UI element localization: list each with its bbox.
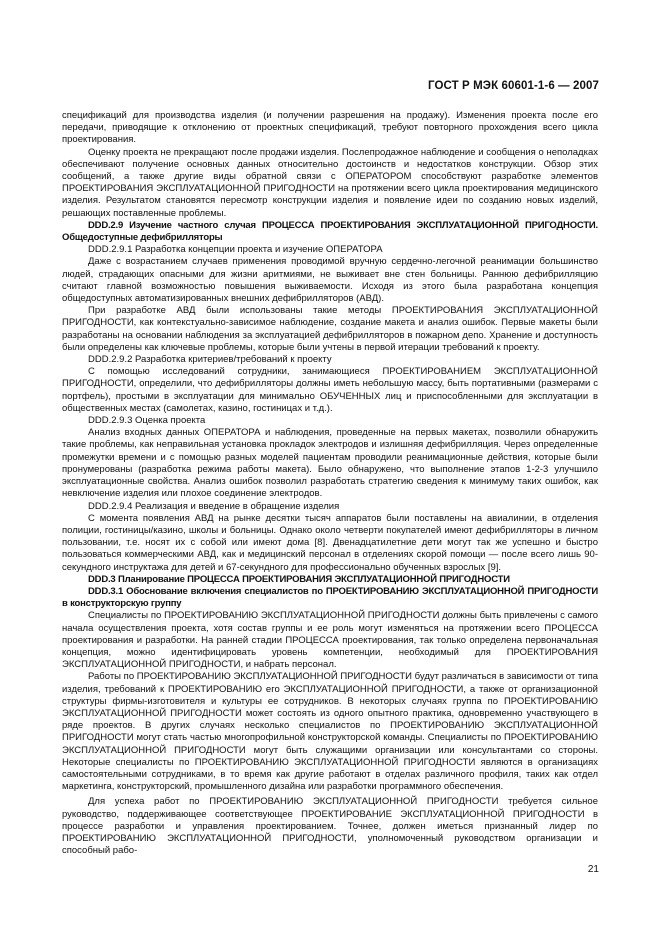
body-paragraph: Оценку проекта не прекращают после продажи изделия. Послепродажное наблюдение и сообщения о неполадках обеспечивают получение основных данных относительно достоинств и недостатков конструкции. Обзор этих сообщений, а также другие виды обратной связи с ОПЕРАТОРОМ способствуют разработке элементов ПРОЕКТИРОВАНИЯ ЭКСПЛУАТАЦИОННОЙ ПРИГОДНОСТИ на протяжении всего цикла проектирования медицинского изделия. Результатом становятся пересмотр конструкции изделия и появление идеи по созданию новых изделий, решающих поставленные проблемы. — [62, 146, 598, 219]
section-heading: DDD.3 Планирование ПРОЦЕССА ПРОЕКТИРОВАНИЯ ЭКСПЛУАТАЦИОННОЙ ПРИГОДНОСТИ — [88, 573, 510, 585]
body-paragraph: DDD.2.9.1 Разработка концепции проекта и изучение ОПЕРАТОРА — [88, 244, 383, 256]
section-heading: DDD.2.9 Изучение частного случая ПРОЦЕССА ПРОЕКТИРОВАНИЯ ЭКСПЛУАТАЦИОННОЙ ПРИГОДНОСТИ. Общедоступные дефибрилляторы — [62, 219, 598, 244]
page-body — [62, 110, 598, 857]
body-paragraph: Специалисты по ПРОЕКТИРОВАНИЮ ЭКСПЛУАТАЦИОННОЙ ПРИГОДНОСТИ должны быть привлечены с самого начала осуществления проекта, хотя состав группы и ее роль могут изменяться на протяжении всего ПРОЦЕССА проектирования и разработки. На ранней стадии ПРОЦЕССА проектирования, так только определена первоначальная концепция, можно идентифицировать уровень компетенции, необходимый для ПРОЕКТИРОВАНИЯ ЭКСПЛУАТАЦИОННОЙ ПРИГОДНОСТИ, и набрать персонал. — [62, 610, 598, 671]
body-paragraph: DDD.2.9.4 Реализация и введение в обращение изделия — [88, 500, 340, 512]
body-paragraph: спецификаций для производства изделия (и получении разрешения на продажу). Изменения проекта после его передачи, приводящие к отклонению от проектных спецификаций, требуют повторного прохождения всего цикла проектирования. — [62, 110, 598, 146]
section-heading: DDD.3.1 Обоснование включения специалистов по ПРОЕКТИРОВАНИЮ ЭКСПЛУАТАЦИОННОЙ ПРИГОДНОСТИ в конструкторскую группу — [62, 585, 598, 610]
body-paragraph: С помощью исследований сотрудники, занимающиеся ПРОЕКТИРОВАНИЕМ ЭКСПЛУАТАЦИОННОЙ ПРИГОДНОСТИ, определили, что дефибрилляторы должны иметь небольшую массу, быть портативными (размерами с портфель), простыми в эксплуатации для минимально ОБУЧЕННЫХ лиц и приспособленными для эксплуатации в общественных местах (самолетах, казино, гостиницах и т.д.). — [62, 366, 598, 414]
standard-header: ГОСТ Р МЭК 60601-1-6 — 2007 — [428, 80, 599, 92]
body-paragraph: DDD.2.9.3 Оценка проекта — [88, 415, 206, 427]
body-paragraph: С момента появления АВД на рынке десятки тысяч аппаратов были поставлены на авиалинии, в отделения полиции, гостиницы/казино, школы и больницы. Однако около четверти покупателей имеют дефибрилляторы в личном пользовании, т.е. носят их с собой или имеют дома [8]. Двенадцатилетние дети могут так же успешно и быстро пользоваться коммерческими АВД, как и медицинский персонал в отделениях скорой помощи — после всего лишь 90-секундного инструктажа для детей и 67-секундного для профессионально обученных взрослых [9]. — [62, 512, 598, 573]
body-paragraph: При разработке АВД были использованы такие методы ПРОЕКТИРОВАНИЯ ЭКСПЛУАТАЦИОННОЙ ПРИГОДНОСТИ, как контекстуально-зависимое наблюдение, создание макета и анализ ошибок. Первые макеты были разработаны на основании наблюдения за эксплуатацией дефибрилляторов в пожарном депо. Хранение и доступность были определены как ключевые проблемы, которые были учтены в первой итерации требований к проекту. — [62, 305, 598, 353]
body-paragraph: Даже с возрастанием случаев применения проводимой вручную сердечно-легочной реанимации большинство людей, страдающих опасными для жизни аритмиями, не выживает вне стен больницы. Раннюю дефибрилляцию считают главной возможностью повышения выживаемости. Исходя из этого была разработана концепция общедоступных автоматизированных внешних дефибрилляторов (АВД). — [62, 256, 598, 305]
body-paragraph: Работы по ПРОЕКТИРОВАНИЮ ЭКСПЛУАТАЦИОННОЙ ПРИГОДНОСТИ будут различаться в зависимости от типа изделия, требований к ПРОЕКТИРОВАНИЮ его ЭКСПЛУАТАЦИОННОЙ ПРИГОДНОСТИ, а также от организационной структуры фирмы-изготовителя и культуры ее сотрудников. В некоторых случаях группа по ПРОЕКТИРОВАНИЮ ЭКСПЛУАТАЦИОННОЙ ПРИГОДНОСТИ может состоять из одного опытного практика, одновременно участвующего в ряде проектов. В других случаях несколько специалистов по ПРОЕКТИРОВАНИЮ ЭКСПЛУАТАЦИОННОЙ ПРИГОДНОСТИ могут стать частью многопрофильной конструкторской команды. Специалисты по ПРОЕКТИРОВАНИЮ ЭКСПЛУАТАЦИОННОЙ ПРИГОДНОСТИ могут быть служащими организации или консультантами со стороны. Некоторые специалисты по ПРОЕКТИРОВАНИЮ ЭКСПЛУАТАЦИОННОЙ ПРИГОДНОСТИ являются в организациях самостоятельными сотрудниками, в то время как другие работают в отделах различного профиля, таких как отдел маркетинга, конструкторский, промышленного дизайна или разработки программного обеспечения. — [62, 671, 598, 793]
body-paragraph: Анализ входных данных ОПЕРАТОРА и наблюдения, проведенные на первых макетах, позволили обнаружить такие проблемы, как неправильная установка прокладок электродов и излишняя дефибрилляция. Через определенные промежутки времени и с помощью разных моделей пациентам проводили реанимационные действия, которые были пронумерованы (разработка режима работы макета). Было обнаружено, что выполнение этапов 1-2-3 улучшило эксплуатационные свойства. Анализ ошибок позволил разработать стратегию сведения к минимуму таких ошибок, как невключение изделия или плохое соединение электродов. — [62, 427, 598, 500]
body-paragraph: DDD.2.9.2 Разработка критериев/требований к проекту — [88, 354, 332, 366]
page-number: 21 — [587, 864, 599, 875]
body-paragraph: Для успеха работ по ПРОЕКТИРОВАНИЮ ЭКСПЛУАТАЦИОННОЙ ПРИГОДНОСТИ требуется сильное руководство, поддерживающее соответствующее ПРОЕКТИРОВАНИЕ ЭКСПЛУАТАЦИОННОЙ ПРИГОДНОСТИ в процессе разработки и управления проектированием. Точнее, должен иметься признанный лидер по ПРОЕКТИРОВАНИЮ ЭКСПЛУАТАЦИОННОЙ ПРИГОДНОСТИ, уполномоченный руководством организации и способный рабо- — [62, 796, 598, 857]
